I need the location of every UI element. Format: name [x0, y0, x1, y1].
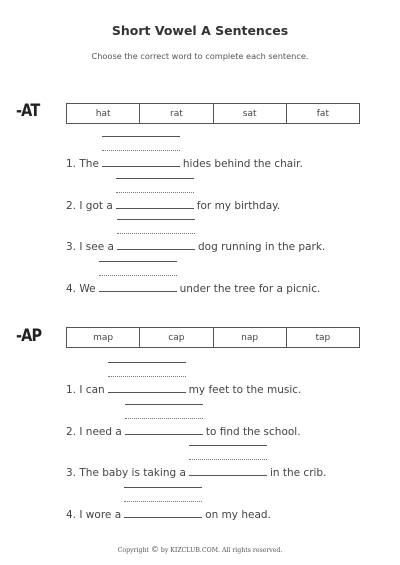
word-bank-item: cap — [140, 328, 213, 347]
sentence-text-before: The baby is taking a — [79, 467, 186, 479]
word-bank-at — [66, 103, 360, 124]
sentence-ap-2 — [66, 424, 301, 438]
sentence-ap-1 — [66, 382, 301, 396]
sentence-text-after: my feet to the music. — [188, 384, 302, 396]
page-title: Short Vowel A Sentences — [111, 23, 289, 38]
answer-blank[interactable] — [125, 424, 203, 435]
sentence-number: 1. — [66, 158, 77, 170]
sentence-ap-3 — [66, 465, 326, 479]
answer-blank[interactable] — [189, 465, 267, 476]
copyright-symbol: © — [150, 545, 159, 554]
sentence-text-after: on my head. — [205, 509, 271, 521]
sentence-text-after: for my birthday. — [196, 200, 281, 212]
word-bank-item: fat — [316, 108, 329, 119]
sentence-number: 4. — [66, 509, 77, 521]
word-bank-item: nap — [214, 328, 287, 347]
sentence-at-1 — [66, 156, 303, 170]
copyright-text: by KIZCLUB.COM. All rights reserved. — [160, 547, 283, 554]
answer-blank[interactable] — [108, 382, 186, 393]
sentence-text-before: I got a — [79, 200, 113, 212]
answer-blank[interactable] — [102, 156, 180, 167]
sentence-text-before: I wore a — [79, 509, 122, 521]
sentence-text-after: in the crib. — [269, 467, 327, 479]
sentence-text-before: The — [79, 158, 99, 170]
sentence-text-before: I need a — [79, 426, 122, 438]
sentence-text-before: I see a — [79, 241, 114, 253]
word-bank-ap — [66, 327, 360, 348]
sentence-text-after: hides behind the chair. — [182, 158, 303, 170]
sentence-number: 2. — [66, 426, 77, 438]
sentence-number: 1. — [66, 384, 77, 396]
copyright-footer — [0, 545, 400, 554]
word-bank-item: sat — [214, 104, 287, 123]
answer-blank[interactable] — [99, 281, 177, 292]
sentence-text-after: dog running in the park. — [197, 241, 326, 253]
sentence-at-4 — [66, 281, 320, 295]
instructions: Choose the correct word to complete each sentence. — [91, 51, 309, 61]
sentence-number: 3. — [66, 467, 77, 479]
word-bank-item: hat — [67, 104, 140, 123]
answer-blank[interactable] — [117, 239, 195, 250]
sentence-text-after: to find the school. — [205, 426, 301, 438]
sentence-at-2 — [66, 198, 280, 212]
sentence-number: 2. — [66, 200, 77, 212]
copyright-label: Copyright — [117, 547, 149, 554]
sentence-text-after: under the tree for a picnic. — [179, 283, 321, 295]
word-bank-item: tap — [315, 332, 331, 343]
sentence-at-3 — [66, 239, 325, 253]
word-family-ap: -AP — [16, 326, 42, 346]
word-family-at: -AT — [16, 101, 40, 121]
sentence-number: 3. — [66, 241, 77, 253]
sentence-number: 4. — [66, 283, 77, 295]
word-bank-item: map — [67, 328, 140, 347]
sentence-text-before: I can — [79, 384, 105, 396]
answer-blank[interactable] — [124, 507, 202, 518]
sentence-text-before: We — [79, 283, 96, 295]
answer-blank[interactable] — [116, 198, 194, 209]
word-bank-item: rat — [140, 104, 213, 123]
sentence-ap-4 — [66, 507, 271, 521]
